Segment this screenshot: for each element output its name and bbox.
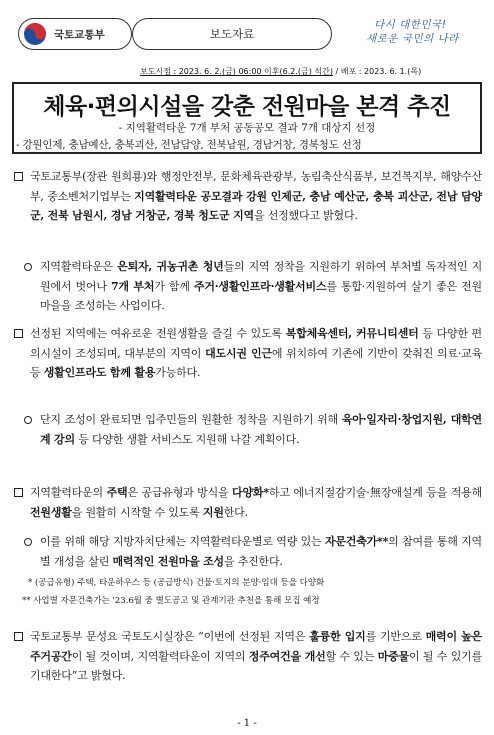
taegeuk-emblem-icon <box>23 22 47 46</box>
headline: 체육·편의시설을 갖춘 전원마을 본격 추진 <box>43 94 451 120</box>
page-number: - 1 - <box>237 718 257 729</box>
paragraph-5: 지역활력타운의 주택은 공급유형과 방식을 다양화*하고 에너지절감기술·無장애설계 등을 적용해 전원생활을 원활히 시작할 수 있도록 지원한다. <box>30 483 482 522</box>
embargo-time: 보도시점 : 2023. 6. 2.(금) 06:00 이후(6.2.(금) 석간) <box>140 67 333 76</box>
ministry-logo <box>18 18 132 50</box>
subheadline-2: - 강원인제, 충남예산, 충북괴산, 전남담양, 전북남원, 경남거창, 경북청도 선정 <box>16 139 362 151</box>
square-bullet-icon <box>14 329 23 338</box>
distribution-date: / 배포 : 2023. 6. 1.(목) <box>333 67 422 76</box>
ministry-name: 국토교통부 <box>54 28 105 41</box>
square-bullet-icon <box>14 632 23 641</box>
circle-bullet-icon <box>24 416 32 424</box>
square-bullet-icon <box>14 488 23 497</box>
footnote-2: ** 사업별 자문건축가는 '23.6월 중 별도공고 및 관계기관 추천을 통해 모집 예정 <box>22 596 320 606</box>
footnote-1: * (공급유형) 주택, 타운하우스 등 (공급방식) 건물·토지의 분양·임대 등을 다양화 <box>28 578 325 588</box>
paragraph-7: 국토교통부 문성요 국토도시실장은 “이번에 선정된 지역은 훌륭한 입지를 기반으로 매력이 높은 주거공간이 될 것이며, 지역활력타운이 지역의 정주여건을 개선할 수 있는 마중물이 될 수 있기를 기대한다”고 밝혔다. <box>30 627 482 686</box>
paragraph-2: 지역활력타운은 은퇴자, 귀농귀촌 청년들의 지역 정착을 지원하기 위하여 부처별 독자적인 지원에서 벗어나 7개 부처가 함께 주거·생활인프라·생활서비스를 통합·지원하여 살기 좋은 전원마을을 조성하는 사업이다. <box>40 257 482 316</box>
subheadline-1: - 지역활력타운 7개 부처 공동공모 결과 7개 대상지 선정 <box>118 122 376 134</box>
embargo-line <box>140 66 480 77</box>
paragraph-6: 이를 위해 해당 지방자치단체는 지역활력타운별로 역량 있는 자문건축가**의 참여를 통해 지역별 개성을 살린 매력적인 전원마을 조성을 추진한다. <box>40 532 482 571</box>
square-bullet-icon <box>14 172 23 181</box>
slogan-line-2: 새로운 국민의 나라 <box>366 33 459 45</box>
paragraph-3: 선정된 지역에는 여유로운 전원생활을 즐길 수 있도록 복합체육센터, 커뮤니티센터 등 다양한 편의시설이 조성되며, 대부분의 지역이 대도시권 인근에 위치하여 기존에 기반이 갖춰진 의료·교육 등 생활인프라도 함께 활용가능하다. <box>30 324 482 383</box>
circle-bullet-icon <box>24 263 32 271</box>
paragraph-1: 국토교통부(장관 원희룡)와 행정안전부, 문화체육관광부, 농림축산식품부, 보건복지부, 해양수산부, 중소벤처기업부는 지역활력타운 공모결과 강원 인제군, 충남 예산군, 충북 괴산군, 전남 담양군, 전북 남원시, 경남 거창군, 경북 청도군 지역을 선정했다고 밝혔다. <box>30 167 482 226</box>
paragraph-4: 단지 조성이 완료되면 입주민들의 원활한 정착을 지원하기 위해 육아·일자리·창업지원, 대학연계 강의 등 다양한 생활 서비스도 지원해 나갈 계획이다. <box>40 410 482 449</box>
slogan <box>348 18 488 52</box>
title-box <box>12 82 482 154</box>
circle-bullet-icon <box>24 538 32 546</box>
press-header <box>18 18 480 50</box>
slogan-line-1: 다시 대한민국! <box>374 19 447 31</box>
document-type: 보도자료 <box>132 18 332 50</box>
